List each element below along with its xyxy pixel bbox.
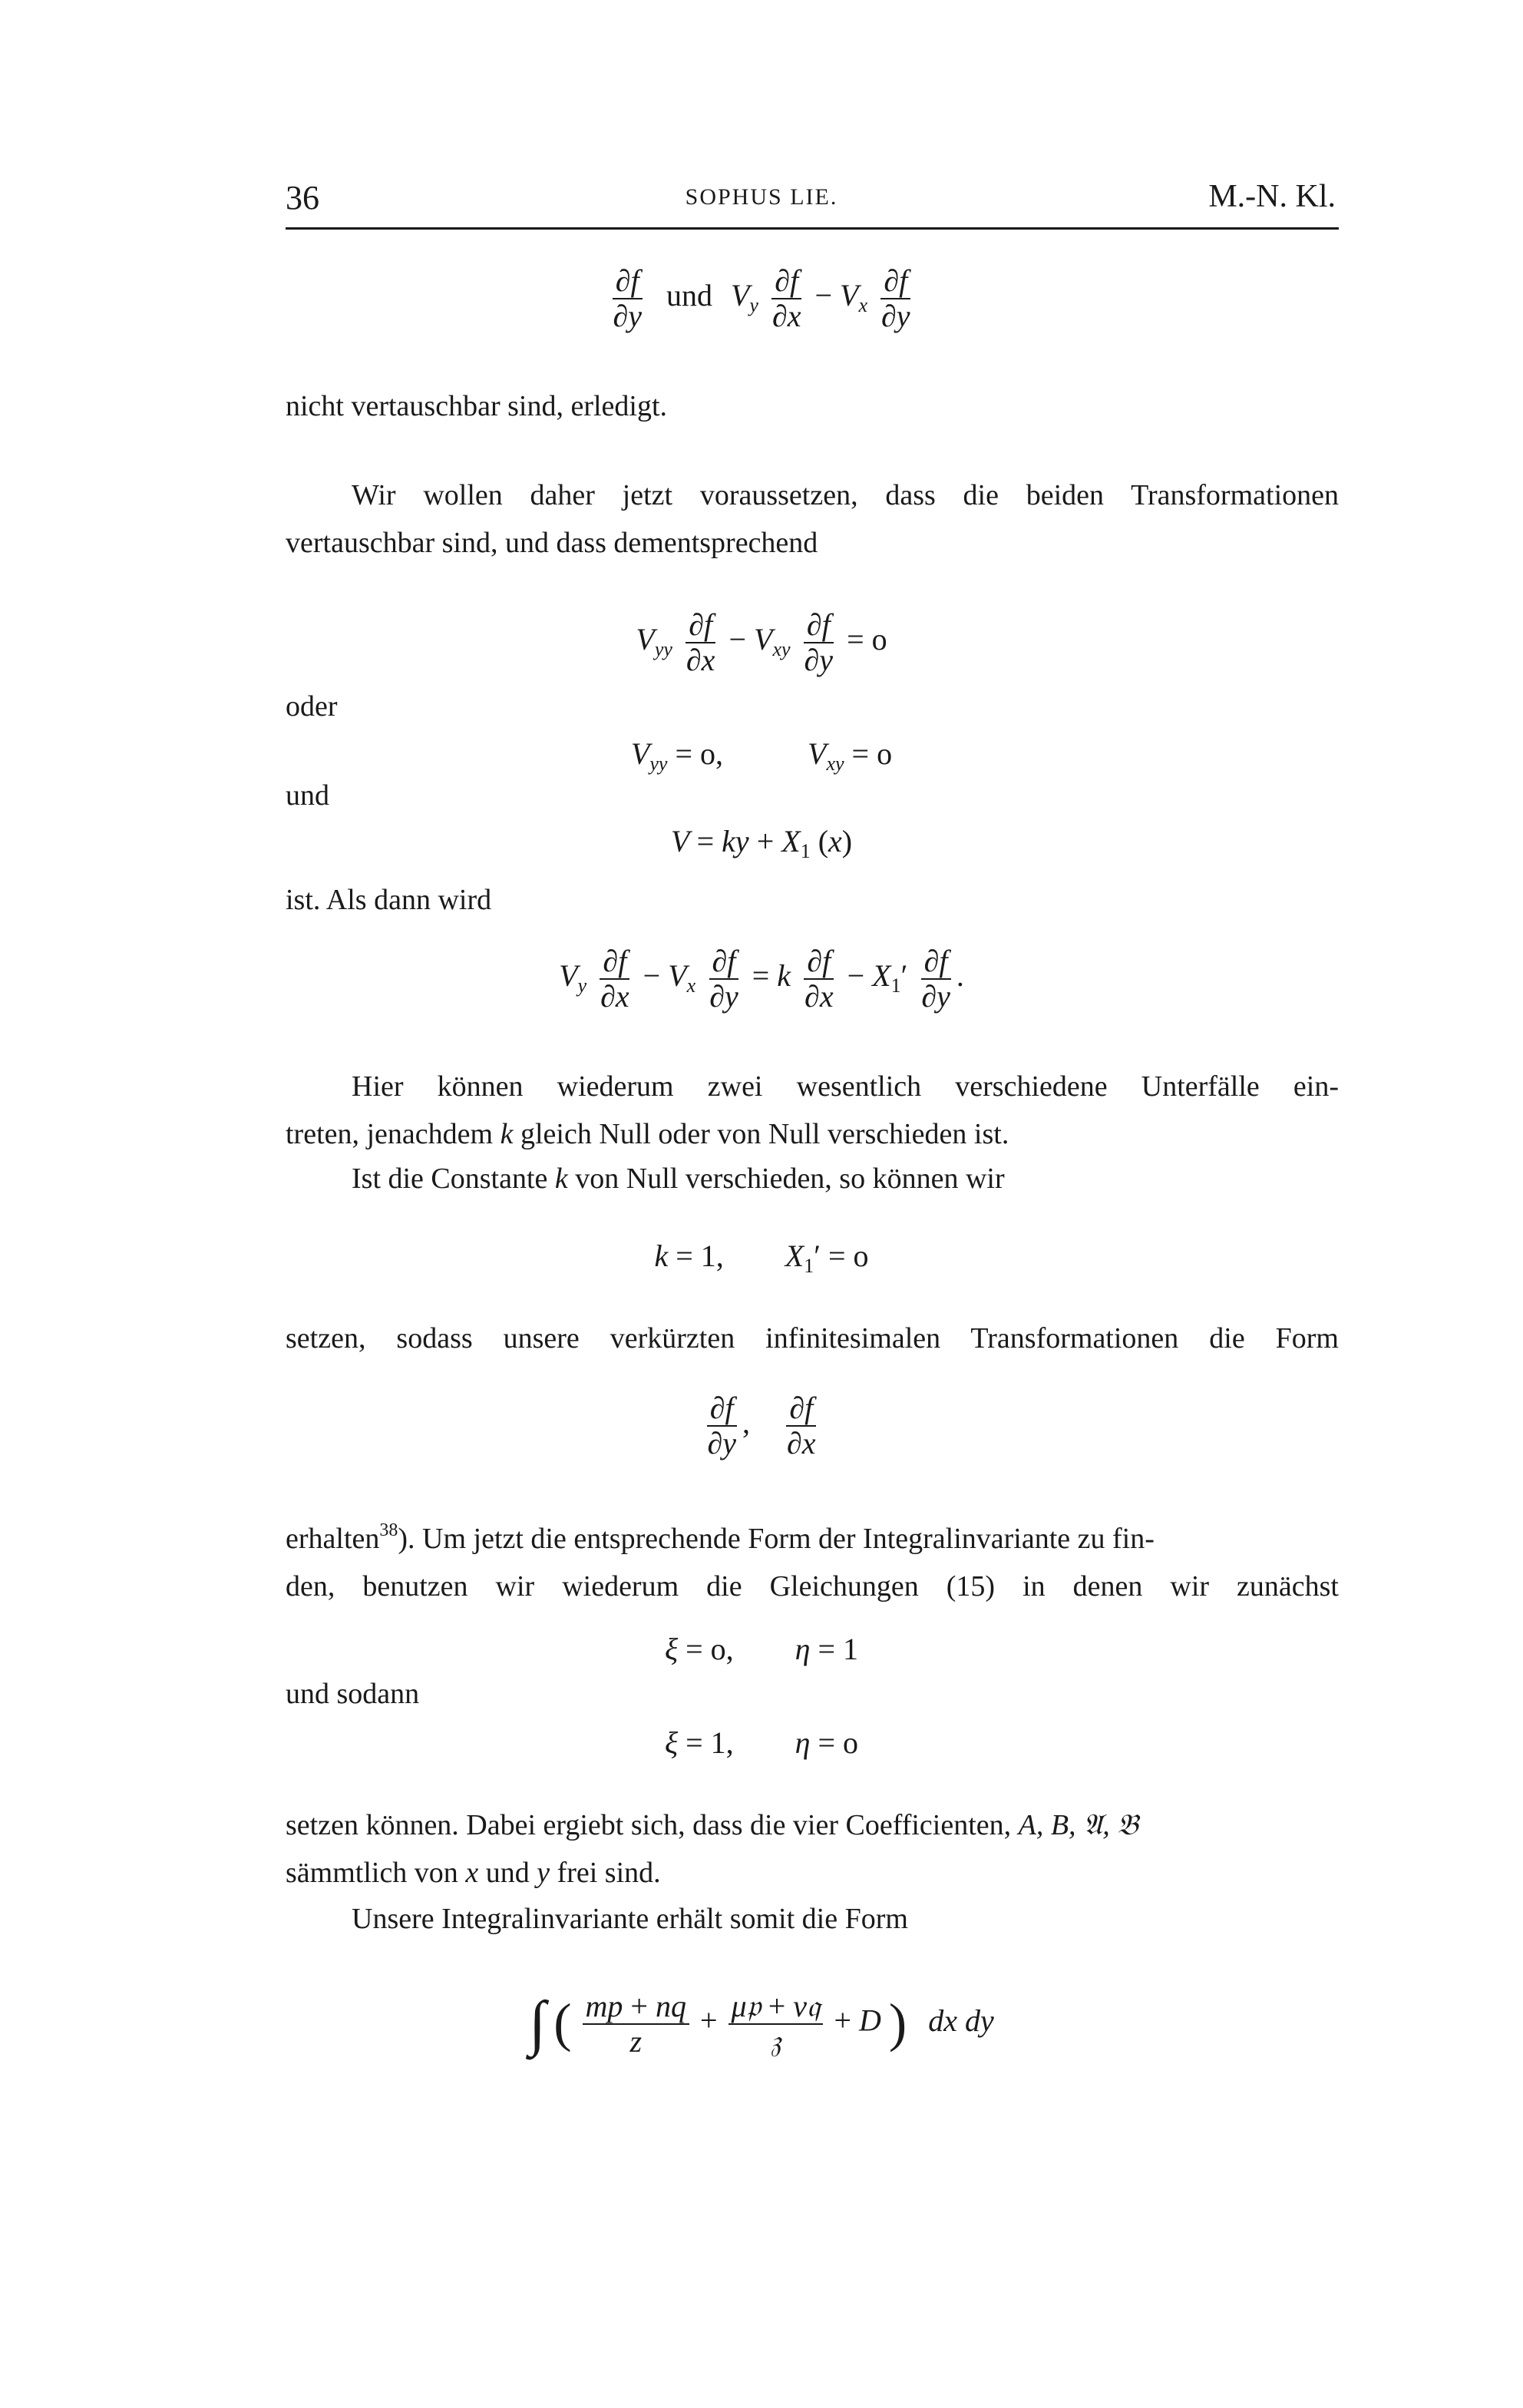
paragraph-7: setzen können. Dabei ergiebt sich, dass die vier Coefficienten, A, B, 𝔄, 𝔅 sämmtlich von x und y frei sind. [286, 1809, 1138, 1889]
footnote-ref: 38 [379, 1520, 398, 1540]
equation-4: V = ky + $X_1$ (x) [670, 824, 853, 862]
equation-8: ξ = o, η = 1 [664, 1632, 859, 1666]
label-ist-als-dann-wird: ist. Als dann wird [286, 884, 492, 916]
paragraph-8: Unsere Integralinvariante erhält somit die Form [352, 1903, 908, 1935]
section-mark: M.-N. Kl. [1208, 179, 1336, 214]
paragraph-2: Wir wollen daher jetzt voraussetzen, dass die beiden Transformationen vertauschbar sind, und dass dementsprechend [286, 479, 1339, 559]
equation-5: $V_y$ $\frac{\partial f}{\partial x}$ − $V_x$ $\frac{\partial f}{\partial y}$ = k $\frac{\partial f}{\partial x}$ − $X_1'$ $\frac{\partial f}{\partial y}$ . [559, 944, 964, 1014]
paragraph-5: setzen, sodass unsere verkürzten infinitesimalen Transformationen die Form [286, 1322, 1339, 1354]
label-oder: oder [286, 690, 338, 723]
paragraph-3: Hier können wiederum zwei wesentlich verschiedene Unterfälle ein- treten, jenachdem k gleich Null oder von Null verschieden ist. [286, 1070, 1339, 1150]
equation-1: $\frac{\partial f}{\partial y}$ und $V_y$ $\frac{\partial f}{\partial x}$ − $V_x$ $\frac{\partial f}{\partial y}$ [613, 263, 910, 333]
equation-3: $V_{yy} = o$, $V_{xy} = o$ [630, 736, 893, 775]
paragraph-6: erhalten$^{38}$). Um jetzt die entsprechende Form der Integralinvariante zu fin- den, benutzen wir wiederum die Gleichungen (15) in denen wir zunächst [286, 1520, 1339, 1603]
page-number: 36 [286, 179, 319, 217]
header-rule [286, 227, 1339, 230]
equation-9: ξ = 1, η = o [664, 1725, 859, 1760]
label-und-sodann: und sodann [286, 1678, 420, 1710]
equation-2: $V_{yy}$ $\frac{\partial f}{\partial x}$ − $V_{xy}$ $\frac{\partial f}{\partial y}$ = o [636, 607, 887, 677]
paragraph-4: Ist die Constante k von Null verschieden, so können wir [352, 1163, 1005, 1195]
equation-10: ∫ ( $\frac{mp + nq}{z}$ + $\frac{\text{μ𝔭 + ν𝔮}}{\text{𝔷}}$ + D ) dx dy [529, 1988, 994, 2059]
label-und: und [286, 779, 329, 812]
equation-6: k = 1, $X_1' = o$ [654, 1239, 869, 1277]
equation-7: $\frac{\partial f}{\partial y}$ , $\frac{\partial f}{\partial x}$ [707, 1391, 816, 1460]
equation-1-word: und [666, 278, 712, 313]
running-title: SOPHUS LIE. [685, 184, 838, 210]
paragraph-1: nicht vertauschbar sind, erledigt. [286, 390, 668, 422]
